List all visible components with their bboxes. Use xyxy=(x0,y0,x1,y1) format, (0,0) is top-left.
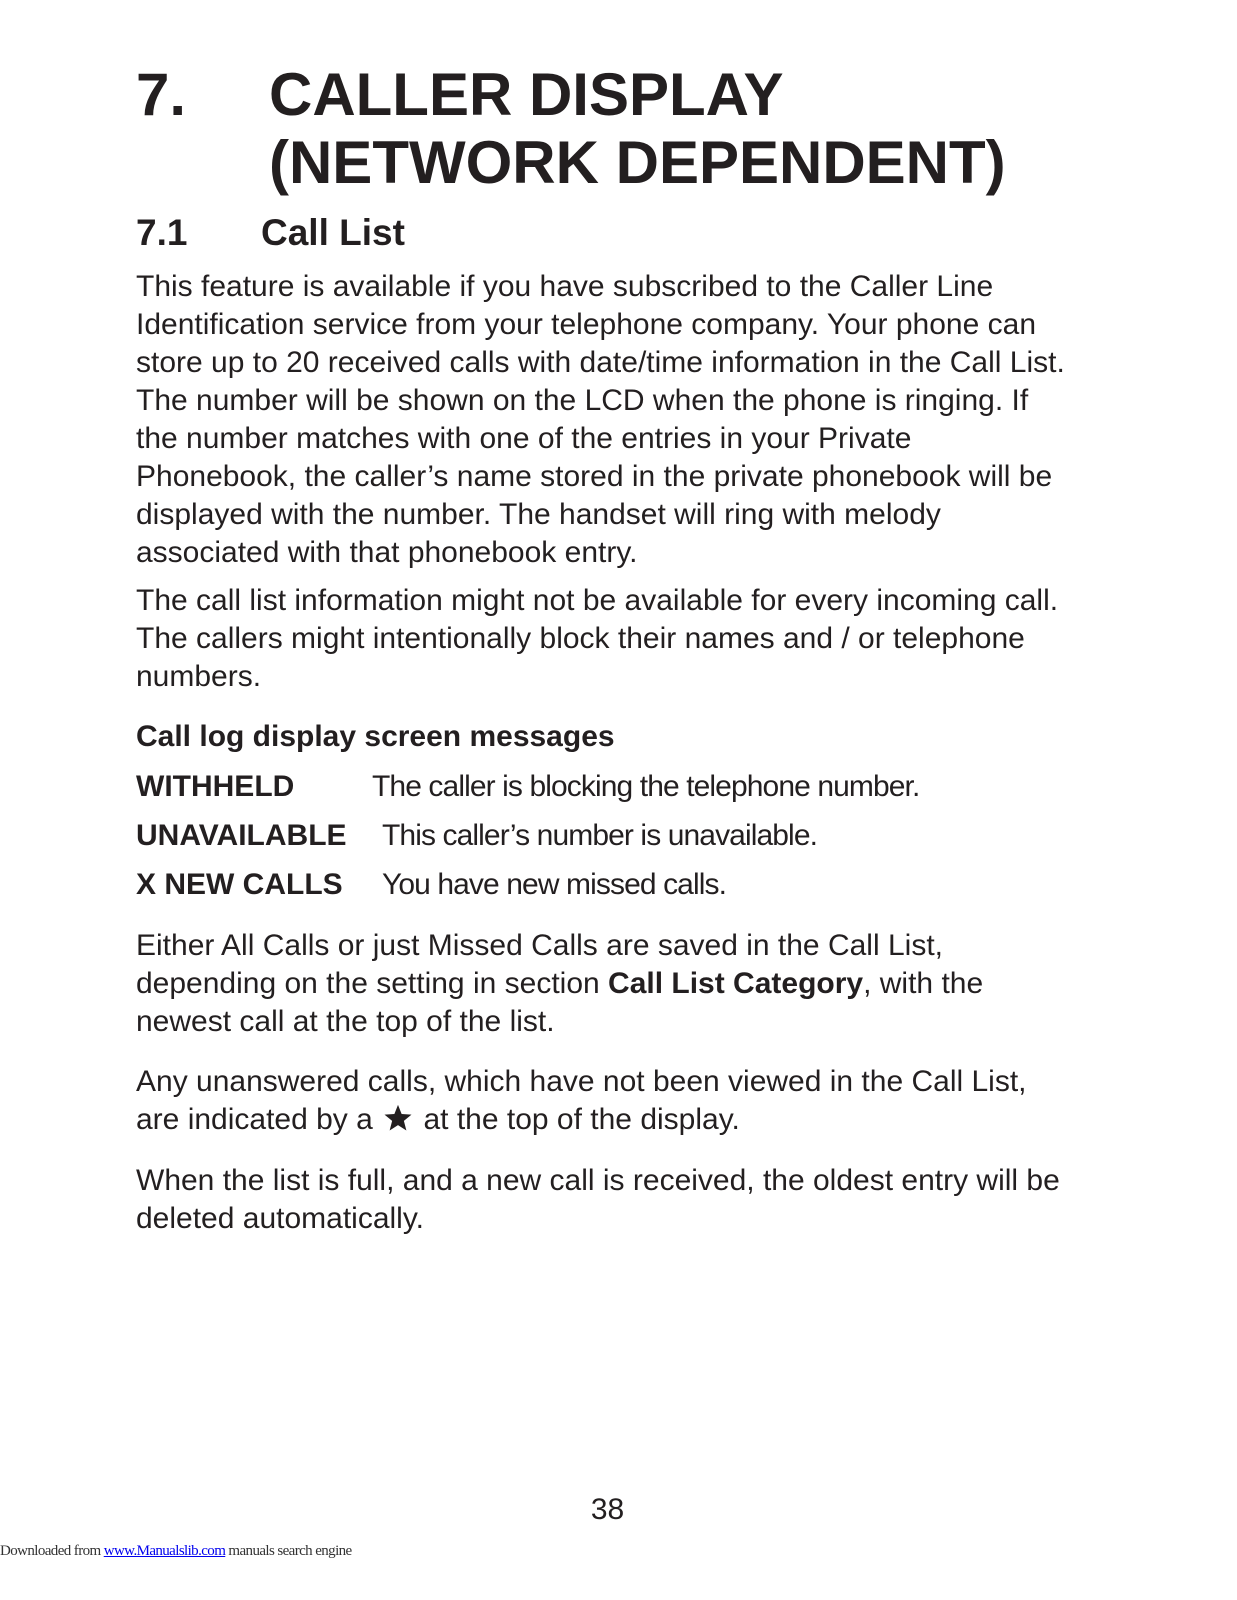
availability-paragraph: The call list information might not be available for every incoming call. The callers might intentionally block their names and / or telephone numbers. xyxy=(136,584,1059,693)
paragraph-text: Any unanswered calls, which have not been viewed in the Call List, are indicated by a xyxy=(136,1065,1027,1136)
message-description: This caller’s number is unavailable. xyxy=(382,819,818,852)
message-description: You have new missed calls. xyxy=(382,868,727,901)
messages-heading: Call log display screen messages xyxy=(136,720,615,753)
intro-paragraph: This feature is available if you have subscribed to the Caller Line Identification service from your telephone company. Your phone can store up to 20 received calls with date/time information in the Call List. The number will be shown on the LCD when the phone is ringing. If the number matches with one of the entries in your Private Phonebook, the caller’s name stored in the private phonebook will be displayed with the number. The handset will ring with melody associated with that phonebook entry. xyxy=(136,270,1065,569)
section-number: 7.1 xyxy=(136,212,188,253)
paragraph-text: , with the newest call at the top of the list. xyxy=(136,967,984,1038)
section-title: Call List xyxy=(261,212,405,253)
message-code: WITHHELD xyxy=(136,770,295,803)
manualslib-link[interactable]: www.Manualslib.com xyxy=(103,1543,226,1559)
page-number: 38 xyxy=(590,1493,625,1526)
paragraph-text: at the top of the display. xyxy=(415,1103,740,1136)
paragraph-text: Either All Calls or just Missed Calls are saved in the Call List, depending on the setting in section xyxy=(136,929,943,1000)
call-list-category-reference: Call List Category xyxy=(608,967,864,1000)
call-list-category-paragraph xyxy=(136,927,1066,1041)
chapter-title-line2: (NETWORK DEPENDENT) xyxy=(269,129,1006,196)
footer-suffix: manuals search engine xyxy=(225,1543,352,1559)
star-icon xyxy=(383,1103,413,1133)
full-list-paragraph: When the list is full, and a new call is received, the oldest entry will be deleted automatically. xyxy=(136,1164,1060,1235)
message-description: The caller is blocking the telephone number. xyxy=(372,770,920,803)
download-footer xyxy=(0,1542,352,1560)
footer-prefix: Downloaded from xyxy=(0,1543,104,1559)
message-code: X NEW CALLS xyxy=(136,868,343,901)
unanswered-calls-paragraph xyxy=(136,1063,1066,1139)
chapter-title-line1: CALLER DISPLAY xyxy=(269,61,784,128)
chapter-number: 7. xyxy=(136,61,187,128)
message-code: UNAVAILABLE xyxy=(136,819,347,852)
